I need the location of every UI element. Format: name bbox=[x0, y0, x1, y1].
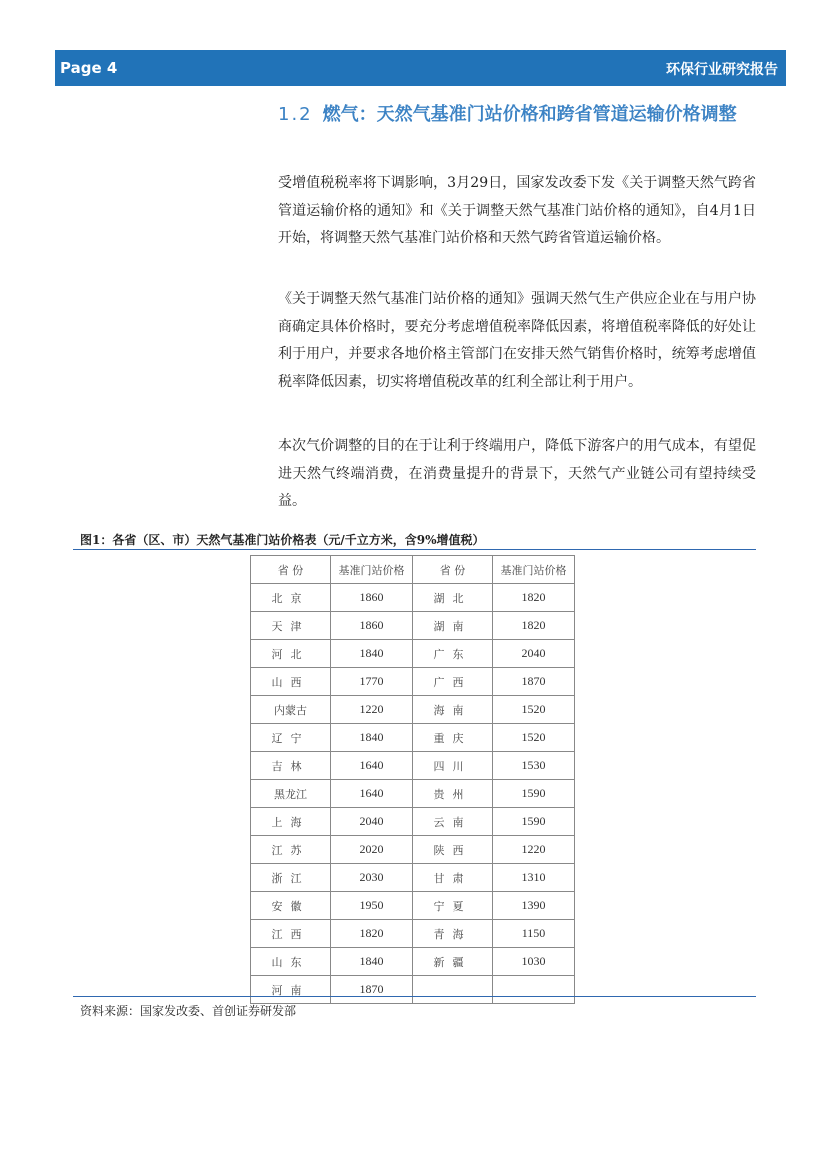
province-cell: 四川 bbox=[412, 752, 492, 780]
price-cell bbox=[492, 976, 574, 1004]
price-cell: 2040 bbox=[330, 808, 412, 836]
price-cell: 1640 bbox=[330, 752, 412, 780]
price-cell: 1220 bbox=[330, 696, 412, 724]
table-row bbox=[251, 864, 575, 892]
province-cell: 新疆 bbox=[412, 948, 492, 976]
province-cell: 浙江 bbox=[251, 864, 331, 892]
table-row bbox=[251, 948, 575, 976]
province-cell: 黑龙江 bbox=[251, 780, 331, 808]
price-cell: 1820 bbox=[492, 584, 574, 612]
price-cell: 1310 bbox=[492, 864, 574, 892]
province-cell: 上海 bbox=[251, 808, 331, 836]
province-cell: 天津 bbox=[251, 612, 331, 640]
source-note: 资料来源：国家发改委、首创证券研发部 bbox=[80, 1004, 297, 1018]
table-header-row bbox=[251, 556, 575, 584]
header-price-2: 基准门站价格 bbox=[492, 556, 574, 584]
province-cell: 安徽 bbox=[251, 892, 331, 920]
header-province-2: 省 份 bbox=[412, 556, 492, 584]
price-cell: 1220 bbox=[492, 836, 574, 864]
province-cell: 广西 bbox=[412, 668, 492, 696]
table-row bbox=[251, 612, 575, 640]
province-cell bbox=[412, 976, 492, 1004]
paragraph-3: 本次气价调整的目的在于让利于终端用户，降低下游客户的用气成本，有望促进天然气终端消费，在消费量提升的背景下，天然气产业链公司有望持续受益。 bbox=[278, 438, 756, 509]
province-cell: 海南 bbox=[412, 696, 492, 724]
price-cell: 1870 bbox=[330, 976, 412, 1004]
province-cell: 广东 bbox=[412, 640, 492, 668]
table-row bbox=[251, 584, 575, 612]
table-row bbox=[251, 724, 575, 752]
header-price-1: 基准门站价格 bbox=[330, 556, 412, 584]
province-cell: 青海 bbox=[412, 920, 492, 948]
province-cell: 宁夏 bbox=[412, 892, 492, 920]
price-cell: 1770 bbox=[330, 668, 412, 696]
figure-top-rule bbox=[73, 549, 756, 550]
table-row bbox=[251, 752, 575, 780]
price-cell: 2030 bbox=[330, 864, 412, 892]
price-cell: 1860 bbox=[330, 612, 412, 640]
province-cell: 重庆 bbox=[412, 724, 492, 752]
price-cell: 1520 bbox=[492, 724, 574, 752]
table-row bbox=[251, 780, 575, 808]
price-cell: 1820 bbox=[492, 612, 574, 640]
section-heading bbox=[278, 101, 758, 128]
price-table bbox=[250, 555, 575, 1004]
price-cell: 1870 bbox=[492, 668, 574, 696]
price-cell: 1520 bbox=[492, 696, 574, 724]
province-cell: 山东 bbox=[251, 948, 331, 976]
province-cell: 河南 bbox=[251, 976, 331, 1004]
province-cell: 河北 bbox=[251, 640, 331, 668]
price-cell: 1860 bbox=[330, 584, 412, 612]
section-number: 1.2 bbox=[278, 104, 313, 125]
price-cell: 1150 bbox=[492, 920, 574, 948]
table-row bbox=[251, 836, 575, 864]
price-cell: 1530 bbox=[492, 752, 574, 780]
price-cell: 1390 bbox=[492, 892, 574, 920]
province-cell: 湖北 bbox=[412, 584, 492, 612]
price-cell: 1950 bbox=[330, 892, 412, 920]
price-cell: 1590 bbox=[492, 808, 574, 836]
province-cell: 贵州 bbox=[412, 780, 492, 808]
price-cell: 1590 bbox=[492, 780, 574, 808]
figure-caption: 图1：各省（区、市）天然气基准门站价格表（元/千立方米，含9%增值税） bbox=[80, 533, 485, 547]
province-cell: 陕西 bbox=[412, 836, 492, 864]
province-cell: 辽宁 bbox=[251, 724, 331, 752]
province-cell: 吉林 bbox=[251, 752, 331, 780]
paragraph-1: 受增值税税率将下调影响，3月29日，国家发改委下发《关于调整天然气跨省管道运输价格的通知》和《关于调整天然气基准门站价格的通知》，自4月1日开始，将调整天然气基准门站价格和天然气跨省管道运输价格。 bbox=[278, 175, 756, 246]
province-cell: 甘肃 bbox=[412, 864, 492, 892]
province-cell: 山西 bbox=[251, 668, 331, 696]
price-cell: 1820 bbox=[330, 920, 412, 948]
price-cell: 1840 bbox=[330, 948, 412, 976]
province-cell: 湖南 bbox=[412, 612, 492, 640]
table-row bbox=[251, 640, 575, 668]
header-province-1: 省 份 bbox=[251, 556, 331, 584]
table-row bbox=[251, 668, 575, 696]
province-cell: 内蒙古 bbox=[251, 696, 331, 724]
section-title: 燃气：天然气基准门站价格和跨省管道运输价格调整 bbox=[322, 104, 737, 125]
header-bar bbox=[55, 50, 786, 86]
table-row bbox=[251, 920, 575, 948]
table-row bbox=[251, 696, 575, 724]
price-cell: 2040 bbox=[492, 640, 574, 668]
report-title: 环保行业研究报告 bbox=[666, 62, 778, 78]
price-cell: 2020 bbox=[330, 836, 412, 864]
price-cell: 1840 bbox=[330, 640, 412, 668]
table-row bbox=[251, 976, 575, 1004]
province-cell: 北京 bbox=[251, 584, 331, 612]
province-cell: 云南 bbox=[412, 808, 492, 836]
price-cell: 1840 bbox=[330, 724, 412, 752]
figure-bottom-rule bbox=[73, 996, 756, 997]
province-cell: 江苏 bbox=[251, 836, 331, 864]
page-number: Page 4 bbox=[60, 59, 118, 77]
price-cell: 1030 bbox=[492, 948, 574, 976]
table-row bbox=[251, 892, 575, 920]
province-cell: 江西 bbox=[251, 920, 331, 948]
table-body bbox=[251, 584, 575, 1004]
price-cell: 1640 bbox=[330, 780, 412, 808]
table-row bbox=[251, 808, 575, 836]
paragraph-2: 《关于调整天然气基准门站价格的通知》强调天然气生产供应企业在与用户协商确定具体价格时，要充分考虑增值税率降低因素，将增值税率降低的好处让利于用户，并要求各地价格主管部门在安排天然气销售价格时，统筹考虑增值税率降低因素，切实将增值税改革的红利全部让利于用户。 bbox=[278, 291, 756, 390]
